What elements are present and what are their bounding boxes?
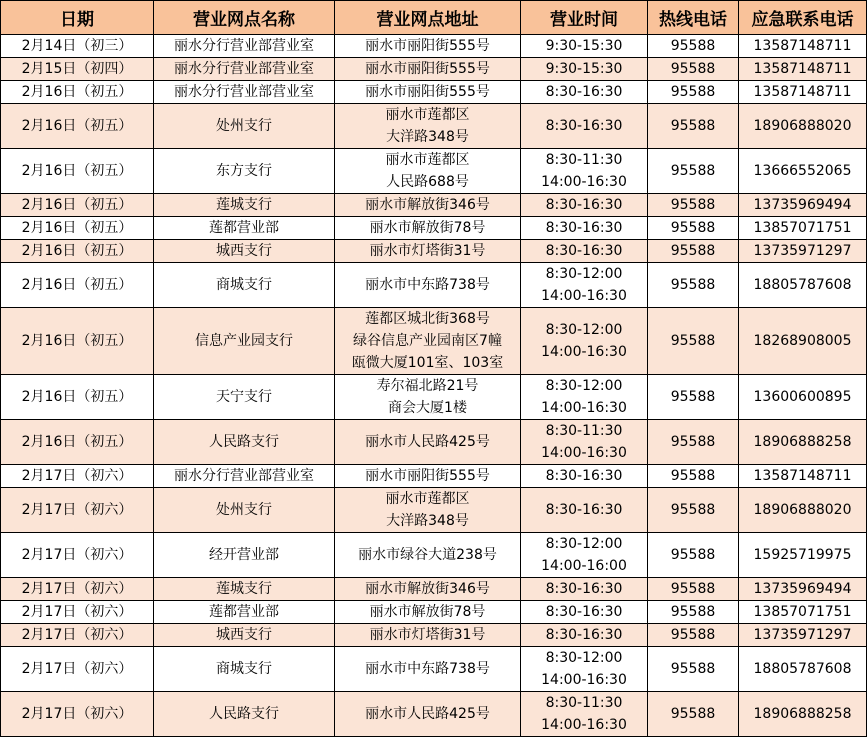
cell-address-line: 绿谷信息产业园南区7幢 [353, 333, 502, 349]
cell-emergency-contact: 13735971297 [739, 624, 867, 647]
table-row [1, 58, 867, 81]
cell-address-line: 丽水市解放街346号 [365, 197, 490, 213]
cell-hours [521, 624, 648, 647]
cell-address-line: 丽水市莲都区 [385, 107, 470, 123]
cell-address [335, 104, 521, 149]
cell-address-line: 丽水市丽阳街555号 [365, 468, 490, 484]
cell-address [335, 308, 521, 375]
table-row [1, 624, 867, 647]
cell-hours-line: 8:30-12:00 [545, 266, 623, 282]
cell-hotline: 95588 [648, 149, 739, 194]
cell-date: 2月15日（初四） [1, 58, 154, 81]
cell-date: 2月14日（初三） [1, 35, 154, 58]
cell-address [335, 81, 521, 104]
table-row [1, 488, 867, 533]
cell-date: 2月16日（初五） [1, 81, 154, 104]
cell-address [335, 240, 521, 263]
cell-hours [521, 104, 648, 149]
cell-hotline: 95588 [648, 194, 739, 217]
header-date: 日期 [1, 1, 154, 35]
cell-hotline: 95588 [648, 624, 739, 647]
cell-address-line: 寿尔福北路21号 [376, 378, 479, 394]
cell-address-line: 丽水市中东路738号 [365, 661, 490, 677]
cell-emergency-contact: 13587148711 [739, 35, 867, 58]
cell-date: 2月16日（初五） [1, 104, 154, 149]
cell-date: 2月17日（初六） [1, 624, 154, 647]
cell-emergency-contact: 13600600895 [739, 375, 867, 420]
cell-hours [521, 308, 648, 375]
table-row [1, 104, 867, 149]
cell-address [335, 263, 521, 308]
cell-hotline: 95588 [648, 465, 739, 488]
cell-hours-line: 8:30-16:30 [545, 220, 623, 236]
cell-address [335, 35, 521, 58]
cell-address-line: 丽水市解放街78号 [369, 604, 486, 620]
cell-date: 2月17日（初六） [1, 601, 154, 624]
cell-hours-line: 9:30-15:30 [545, 61, 623, 77]
cell-hours-line: 8:30-12:00 [545, 536, 623, 552]
cell-emergency-contact: 18906888020 [739, 104, 867, 149]
cell-hours [521, 533, 648, 578]
cell-hours [521, 35, 648, 58]
cell-hotline: 95588 [648, 533, 739, 578]
cell-hours [521, 601, 648, 624]
table-row [1, 533, 867, 578]
table-row [1, 692, 867, 737]
cell-emergency-contact: 13587148711 [739, 81, 867, 104]
cell-address [335, 217, 521, 240]
cell-branch-name: 人民路支行 [154, 420, 335, 465]
cell-branch-name: 处州支行 [154, 488, 335, 533]
cell-address-line: 丽水市人民路425号 [365, 706, 490, 722]
cell-address-line: 丽水市丽阳街555号 [365, 38, 490, 54]
cell-hotline: 95588 [648, 35, 739, 58]
cell-branch-name: 丽水分行营业部营业室 [154, 35, 335, 58]
cell-emergency-contact: 13735971297 [739, 240, 867, 263]
cell-emergency-contact: 15925719975 [739, 533, 867, 578]
cell-date: 2月17日（初六） [1, 578, 154, 601]
cell-emergency-contact: 18906888020 [739, 488, 867, 533]
cell-address [335, 488, 521, 533]
cell-hours [521, 81, 648, 104]
cell-branch-name: 丽水分行营业部营业室 [154, 58, 335, 81]
cell-emergency-contact: 18906888258 [739, 692, 867, 737]
cell-address-line: 丽水市灯塔街31号 [369, 243, 486, 259]
cell-branch-name: 莲城支行 [154, 578, 335, 601]
cell-address-line: 丽水市人民路425号 [365, 434, 490, 450]
cell-branch-name: 商城支行 [154, 647, 335, 692]
cell-hours-line: 8:30-16:30 [545, 468, 623, 484]
table-row [1, 465, 867, 488]
header-emergency-contact: 应急联系电话 [739, 1, 867, 35]
cell-hours-line: 14:00-16:30 [541, 672, 627, 688]
cell-address [335, 692, 521, 737]
cell-hotline: 95588 [648, 81, 739, 104]
cell-branch-name: 天宁支行 [154, 375, 335, 420]
cell-branch-name: 城西支行 [154, 624, 335, 647]
cell-hours-line: 8:30-16:30 [545, 84, 623, 100]
cell-hours-line: 8:30-12:00 [545, 378, 623, 394]
cell-address [335, 533, 521, 578]
cell-address [335, 578, 521, 601]
cell-address-line: 丽水市丽阳街555号 [365, 84, 490, 100]
cell-emergency-contact: 18268908005 [739, 308, 867, 375]
cell-date: 2月17日（初六） [1, 647, 154, 692]
cell-branch-name: 丽水分行营业部营业室 [154, 465, 335, 488]
cell-branch-name: 处州支行 [154, 104, 335, 149]
cell-hours [521, 194, 648, 217]
cell-emergency-contact: 13857071751 [739, 601, 867, 624]
cell-address [335, 420, 521, 465]
cell-branch-name: 信息产业园支行 [154, 308, 335, 375]
cell-hotline: 95588 [648, 647, 739, 692]
header-row [1, 1, 867, 35]
cell-address-line: 丽水市莲都区 [385, 491, 470, 507]
cell-hours-line: 14:00-16:30 [541, 445, 627, 461]
table-row [1, 217, 867, 240]
cell-date: 2月16日（初五） [1, 263, 154, 308]
cell-hotline: 95588 [648, 104, 739, 149]
cell-hotline: 95588 [648, 601, 739, 624]
table-row [1, 420, 867, 465]
header-hotline: 热线电话 [648, 1, 739, 35]
table-row [1, 647, 867, 692]
cell-hours-line: 9:30-15:30 [545, 38, 623, 54]
cell-emergency-contact: 13587148711 [739, 58, 867, 81]
table-row [1, 601, 867, 624]
cell-hotline: 95588 [648, 488, 739, 533]
cell-hours-line: 14:00-16:30 [541, 344, 627, 360]
cell-date: 2月16日（初五） [1, 217, 154, 240]
cell-hours-line: 8:30-11:30 [545, 695, 623, 711]
cell-date: 2月16日（初五） [1, 240, 154, 263]
cell-hours [521, 465, 648, 488]
cell-address [335, 375, 521, 420]
cell-address-line: 丽水市解放街78号 [369, 220, 486, 236]
cell-hours [521, 240, 648, 263]
cell-hours [521, 692, 648, 737]
header-branch-name: 营业网点名称 [154, 1, 335, 35]
cell-branch-name: 商城支行 [154, 263, 335, 308]
cell-address-line: 丽水市丽阳街555号 [365, 61, 490, 77]
cell-hours-line: 8:30-16:30 [545, 118, 623, 134]
cell-hours [521, 217, 648, 240]
cell-branch-name: 城西支行 [154, 240, 335, 263]
cell-branch-name: 经开营业部 [154, 533, 335, 578]
cell-hotline: 95588 [648, 217, 739, 240]
cell-date: 2月16日（初五） [1, 308, 154, 375]
cell-address [335, 194, 521, 217]
cell-address-line: 丽水市灯塔街31号 [369, 627, 486, 643]
cell-address-line: 人民路688号 [386, 174, 469, 190]
cell-hotline: 95588 [648, 692, 739, 737]
cell-hours-line: 8:30-16:30 [545, 581, 623, 597]
table-header [1, 1, 867, 35]
cell-hours-line: 14:00-16:30 [541, 717, 627, 733]
cell-hotline: 95588 [648, 375, 739, 420]
cell-address-line: 瓯微大厦101室、103室 [351, 355, 504, 371]
cell-branch-name: 人民路支行 [154, 692, 335, 737]
table-body [1, 35, 867, 737]
cell-hotline: 95588 [648, 308, 739, 375]
cell-emergency-contact: 18805787608 [739, 263, 867, 308]
table-row [1, 149, 867, 194]
cell-address [335, 647, 521, 692]
cell-hours [521, 375, 648, 420]
cell-address-line: 丽水市解放街346号 [365, 581, 490, 597]
cell-hours-line: 8:30-16:30 [545, 627, 623, 643]
cell-hours-line: 8:30-16:30 [545, 502, 623, 518]
cell-address-line: 丽水市莲都区 [385, 152, 470, 168]
cell-address-line: 大洋路348号 [386, 513, 469, 529]
cell-address-line: 商会大厦1楼 [388, 400, 467, 416]
cell-address [335, 624, 521, 647]
cell-emergency-contact: 13587148711 [739, 465, 867, 488]
cell-hours [521, 647, 648, 692]
cell-hotline: 95588 [648, 420, 739, 465]
cell-date: 2月16日（初五） [1, 375, 154, 420]
cell-emergency-contact: 13666552065 [739, 149, 867, 194]
cell-date: 2月17日（初六） [1, 533, 154, 578]
cell-hours-line: 14:00-16:00 [541, 558, 627, 574]
cell-branch-name: 莲都营业部 [154, 601, 335, 624]
cell-hours-line: 8:30-16:30 [545, 197, 623, 213]
cell-hotline: 95588 [648, 263, 739, 308]
cell-date: 2月16日（初五） [1, 149, 154, 194]
cell-hours-line: 14:00-16:30 [541, 174, 627, 190]
cell-date: 2月17日（初六） [1, 465, 154, 488]
table-row [1, 240, 867, 263]
cell-emergency-contact: 18805787608 [739, 647, 867, 692]
table-row [1, 578, 867, 601]
cell-branch-name: 莲城支行 [154, 194, 335, 217]
cell-address-line: 莲都区城北街368号 [365, 311, 490, 327]
cell-hours-line: 8:30-12:00 [545, 322, 623, 338]
cell-branch-name: 丽水分行营业部营业室 [154, 81, 335, 104]
cell-address-line: 大洋路348号 [386, 129, 469, 145]
cell-hours [521, 420, 648, 465]
cell-hours-line: 8:30-16:30 [545, 604, 623, 620]
cell-address-line: 丽水市绿谷大道238号 [358, 547, 497, 563]
cell-emergency-contact: 13857071751 [739, 217, 867, 240]
cell-hours [521, 488, 648, 533]
cell-emergency-contact: 13735969494 [739, 578, 867, 601]
cell-hours-line: 8:30-11:30 [545, 152, 623, 168]
cell-date: 2月16日（初五） [1, 194, 154, 217]
header-business-hours: 营业时间 [521, 1, 648, 35]
cell-emergency-contact: 13735969494 [739, 194, 867, 217]
table-row [1, 81, 867, 104]
cell-hotline: 95588 [648, 58, 739, 81]
cell-address [335, 465, 521, 488]
cell-hours [521, 58, 648, 81]
cell-hours [521, 578, 648, 601]
cell-hotline: 95588 [648, 578, 739, 601]
cell-address [335, 149, 521, 194]
cell-branch-name: 莲都营业部 [154, 217, 335, 240]
cell-date: 2月17日（初六） [1, 488, 154, 533]
cell-hours-line: 14:00-16:30 [541, 400, 627, 416]
cell-hotline: 95588 [648, 240, 739, 263]
cell-hours [521, 263, 648, 308]
cell-hours-line: 8:30-16:30 [545, 243, 623, 259]
cell-branch-name: 东方支行 [154, 149, 335, 194]
table-row [1, 35, 867, 58]
cell-address [335, 58, 521, 81]
header-branch-address: 营业网点地址 [335, 1, 521, 35]
cell-hours-line: 8:30-11:30 [545, 423, 623, 439]
cell-address-line: 丽水市中东路738号 [365, 277, 490, 293]
table-row [1, 263, 867, 308]
cell-hours-line: 8:30-12:00 [545, 650, 623, 666]
cell-address [335, 601, 521, 624]
cell-date: 2月16日（初五） [1, 420, 154, 465]
cell-emergency-contact: 18906888258 [739, 420, 867, 465]
table-row [1, 375, 867, 420]
cell-hours [521, 149, 648, 194]
cell-hours-line: 14:00-16:30 [541, 288, 627, 304]
cell-date: 2月17日（初六） [1, 692, 154, 737]
table-row [1, 194, 867, 217]
table-row [1, 308, 867, 375]
